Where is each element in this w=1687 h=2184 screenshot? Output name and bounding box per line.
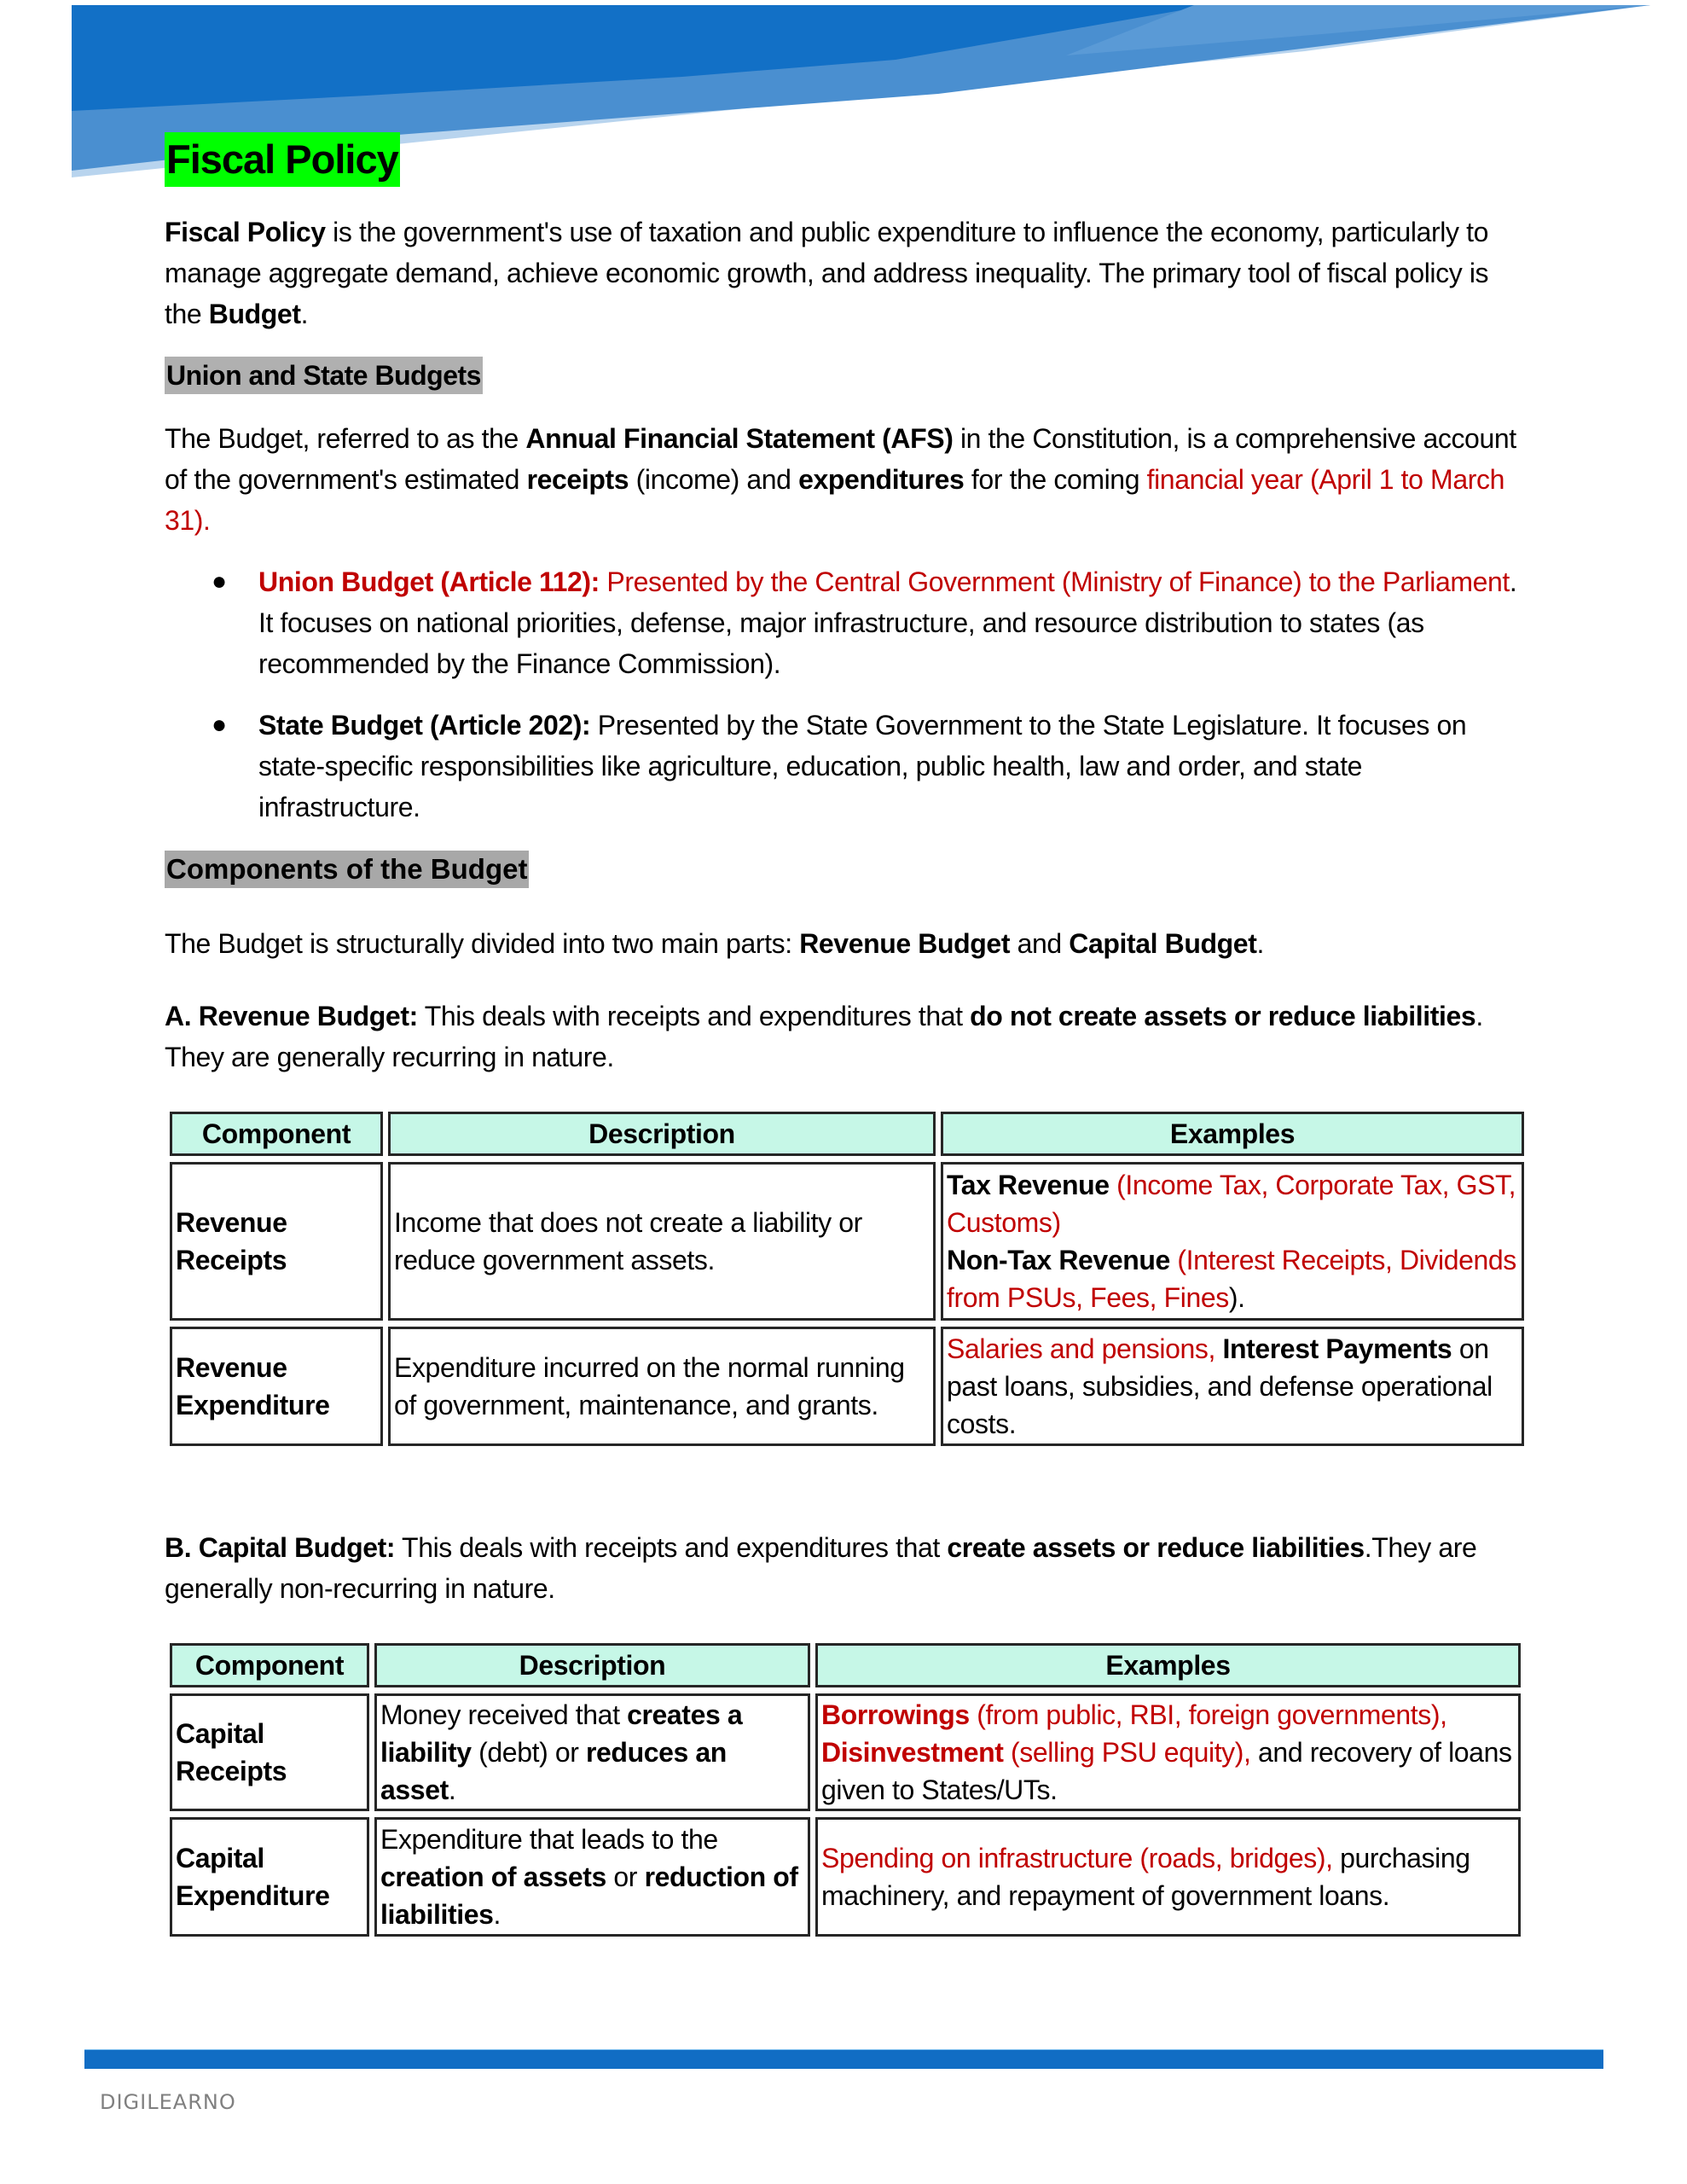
- red-bold-text: Disinvestment: [821, 1737, 1004, 1768]
- description-cell: Expenditure incurred on the normal running of government, maintenance, and grants.: [388, 1327, 936, 1446]
- description-cell: [374, 1693, 810, 1811]
- bold-text: Non-Tax Revenue: [947, 1245, 1170, 1275]
- financial-year-highlight: financial year (April 1 to March 31).: [165, 464, 1504, 536]
- text: .: [1256, 928, 1264, 959]
- revenue-budget-table: [165, 1106, 1529, 1452]
- bold-text: Capital Budget: [1069, 928, 1257, 959]
- footer-bar: [84, 2049, 1603, 2069]
- table-header-row: [170, 1112, 1524, 1156]
- bullet-text: Presented by the State Government to the State Legislature. It focuses on state-specific responsibilities like agriculture, education, public health, law and order, and state infrastructure.: [258, 710, 1467, 822]
- red-text: Salaries and pensions,: [947, 1333, 1215, 1364]
- intro-paragraph: [165, 212, 1529, 334]
- red-bold-text: Borrowings: [821, 1699, 970, 1730]
- text: (debt) or: [471, 1737, 586, 1768]
- bold-text: Tax Revenue: [947, 1170, 1110, 1200]
- text: Money received that: [380, 1699, 628, 1730]
- bullet-icon: ●: [212, 567, 227, 595]
- text: .They are generally non-recurring in nature.: [165, 1532, 1477, 1604]
- red-text: (Interest Receipts, Dividends from PSUs, Fees, Fines: [947, 1245, 1516, 1313]
- table-header-row: [170, 1643, 1521, 1687]
- intro-text: is the government's use of taxation and public expenditure to influence the economy, particularly to manage aggregate demand, achieve economic growth, and address inequality. The primary tool of fiscal policy is the: [165, 217, 1489, 329]
- examples-cell: [815, 1693, 1521, 1811]
- table-row: [170, 1817, 1521, 1937]
- red-text: Spending on infrastructure (roads, bridges),: [821, 1843, 1333, 1873]
- table-row: [170, 1693, 1521, 1811]
- list-item-union-budget: [165, 561, 1529, 684]
- text: for the coming: [964, 464, 1147, 495]
- table-row: [170, 1327, 1524, 1446]
- red-text: (Income Tax, Corporate Tax, GST, Customs): [947, 1170, 1516, 1238]
- bold-text: expenditures: [798, 464, 965, 495]
- text: . They are generally recurring in nature.: [165, 1001, 1483, 1072]
- text: and recovery of loans given to States/UTs.: [821, 1737, 1512, 1805]
- revenue-label: A. Revenue Budget:: [165, 1001, 418, 1031]
- bold-text: creates a liability: [380, 1699, 743, 1768]
- revenue-budget-paragraph: [165, 996, 1529, 1077]
- column-header: Description: [388, 1112, 936, 1156]
- column-header: Component: [170, 1643, 369, 1687]
- budget-definition-paragraph: [165, 418, 1529, 541]
- capital-label: B. Capital Budget:: [165, 1532, 396, 1563]
- text: on past loans, subsidies, and defense operational costs.: [947, 1333, 1493, 1439]
- component-cell: Revenue Receipts: [170, 1162, 383, 1321]
- bullet-red-text: Presented by the Central Government (Ministry of Finance) to the Parliament: [599, 566, 1510, 597]
- text: ).: [1228, 1282, 1245, 1313]
- bullet-title: State Budget (Article 202):: [258, 710, 591, 741]
- bold-text: Annual Financial Statement (AFS): [525, 423, 954, 454]
- bullet-text: . It focuses on national priorities, defense, major infrastructure, and resource distribution to states (as recommended by the Finance Commission).: [258, 566, 1517, 679]
- component-cell: Capital Receipts: [170, 1693, 369, 1811]
- capital-budget-table: [165, 1637, 1526, 1943]
- description-cell: [374, 1817, 810, 1937]
- list-item-state-budget: [165, 705, 1529, 828]
- intro-budget-bold: Budget: [208, 299, 301, 329]
- text: and: [1010, 928, 1070, 959]
- bold-text: do not create assets or reduce liabilities: [970, 1001, 1476, 1031]
- budget-types-list: [165, 561, 1529, 828]
- intro-end: .: [300, 299, 309, 329]
- text: The Budget is structurally divided into two main parts:: [165, 928, 800, 959]
- page-title: Fiscal Policy: [165, 132, 400, 187]
- bold-text: reduces an asset: [380, 1737, 727, 1805]
- text: The Budget, referred to as the: [165, 423, 526, 454]
- bold-text: create assets or reduce liabilities: [947, 1532, 1365, 1563]
- text: or: [606, 1862, 645, 1892]
- red-text: (from public, RBI, foreign governments),: [969, 1699, 1447, 1730]
- text: This deals with receipts and expenditures that: [395, 1532, 948, 1563]
- intro-lead-bold: Fiscal Policy: [165, 217, 326, 247]
- text: (income) and: [629, 464, 799, 495]
- text: Expenditure that leads to the: [380, 1824, 718, 1855]
- capital-budget-paragraph: [165, 1527, 1529, 1609]
- bold-text: Revenue Budget: [799, 928, 1011, 959]
- text: .: [448, 1774, 456, 1805]
- column-header: Examples: [941, 1112, 1524, 1156]
- bold-text: receipts: [526, 464, 629, 495]
- table-row: [170, 1162, 1524, 1321]
- bold-text: Interest Payments: [1215, 1333, 1452, 1364]
- component-cell: Capital Expenditure: [170, 1817, 369, 1937]
- bullet-icon: ●: [212, 711, 227, 739]
- component-cell: Revenue Expenditure: [170, 1327, 383, 1446]
- footer-brand: DIGILEARNO: [100, 2090, 236, 2114]
- red-text: (selling PSU equity),: [1003, 1737, 1251, 1768]
- text: .: [493, 1899, 501, 1930]
- examples-cell: [941, 1327, 1524, 1446]
- bold-text: creation of assets: [380, 1862, 606, 1892]
- bullet-title: Union Budget (Article 112):: [258, 566, 600, 597]
- text: in the Constitution, is a comprehensive account of the government's estimated: [165, 423, 1516, 495]
- column-header: Examples: [815, 1643, 1521, 1687]
- section-heading-union-state: Union and State Budgets: [165, 357, 483, 394]
- description-cell: Income that does not create a liability or reduce government assets.: [388, 1162, 936, 1321]
- examples-cell: [941, 1162, 1524, 1321]
- column-header: Description: [374, 1643, 810, 1687]
- text: This deals with receipts and expenditures that: [417, 1001, 971, 1031]
- bold-text: reduction of liabilities: [380, 1862, 798, 1930]
- components-intro: [165, 923, 1529, 964]
- text: purchasing machinery, and repayment of government loans.: [821, 1843, 1470, 1911]
- column-header: Component: [170, 1112, 383, 1156]
- section-heading-components: Components of the Budget: [165, 851, 529, 888]
- examples-cell: [815, 1817, 1521, 1937]
